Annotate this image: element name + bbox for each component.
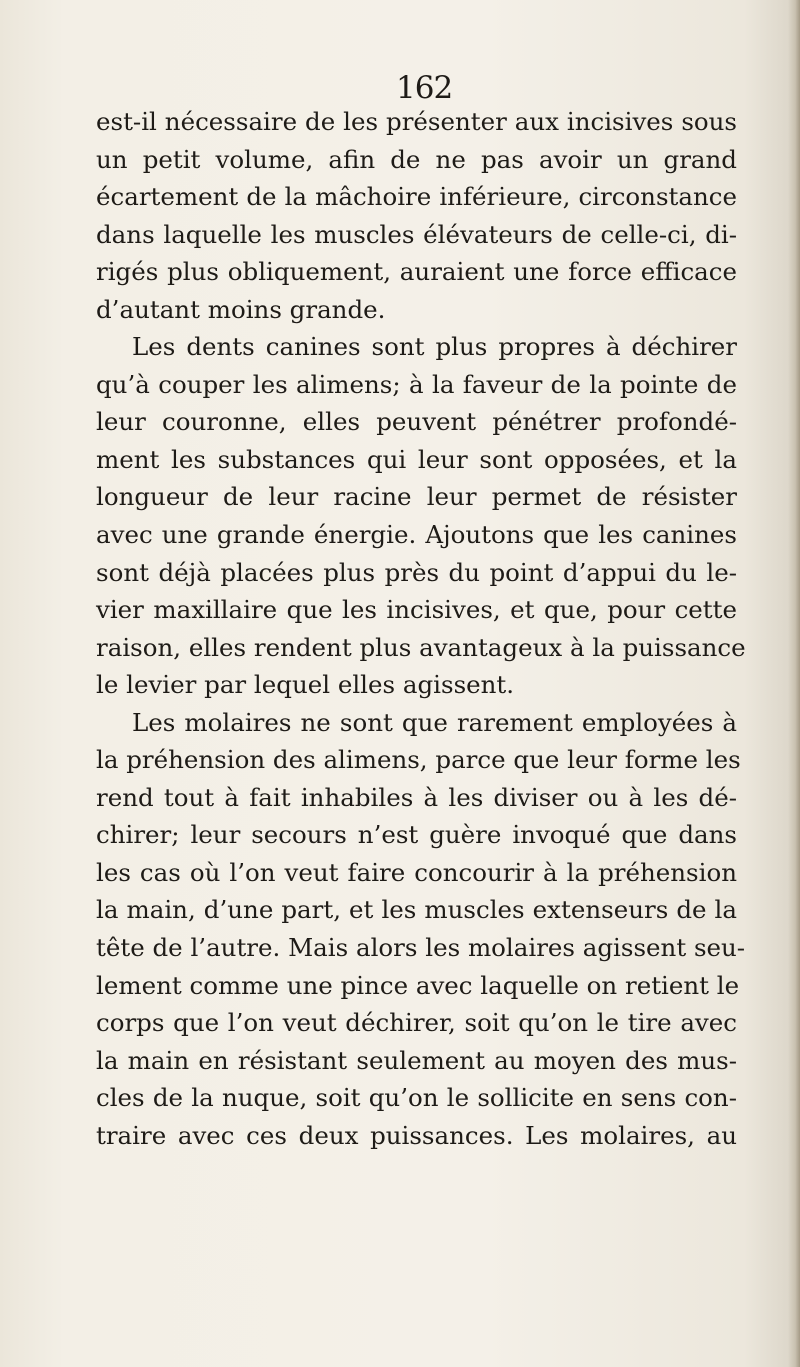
text-line: les cas où l’on veut faire concourir à la préhension [96,857,737,887]
page-number: 162 [396,70,453,106]
text-line: rend tout à fait inhabiles à les diviser ou à les dé- [96,782,737,812]
text-line: sont déjà placées plus près du point d’appui du le- [96,557,737,587]
text-line: leur couronne, elles peuvent pénétrer profondé- [96,407,737,437]
text-line: d’autant moins grande. [96,294,386,324]
text-line: lement comme une pince avec laquelle on retient le [96,970,740,1000]
text-line: un petit volume, afin de ne pas avoir un grand [96,144,737,174]
text-line: dans laquelle les muscles élévateurs de celle-ci, di- [96,219,737,249]
text-line: le levier par lequel elles agissent. [96,670,515,700]
body-text [96,103,746,1154]
text-line: qu’à couper les alimens; à la faveur de la pointe de [96,369,737,399]
text-line: Les dents canines sont plus propres à déchirer [132,332,737,362]
text-line: ment les substances qui leur sont opposées, et la [96,444,737,474]
text-line: raison, elles rendent plus avantageux à la puissance [96,632,746,662]
text-line: longueur de leur racine leur permet de résister [96,482,737,512]
text-line: la main en résistant seulement au moyen des mus- [96,1045,737,1075]
text-line: la main, d’une part, et les muscles extenseurs de la [96,895,737,925]
text-line: est-il nécessaire de les présenter aux incisives sous [96,107,737,136]
text-line: avec une grande énergie. Ajoutons que les canines [96,520,737,550]
text-line: rigés plus obliquement, auraient une force efficace [96,257,737,287]
text-line: Les molaires ne sont que rarement employées à [132,707,737,737]
text-line: cles de la nuque, soit qu’on le sollicite en sens con- [96,1083,737,1113]
text-line: la préhension des alimens, parce que leur forme les [96,745,741,775]
text-line: traire avec ces deux puissances. Les molaires, au [96,1120,737,1150]
text-line: chirer; leur secours n’est guère invoqué que dans [96,820,737,850]
text-line: écartement de la mâchoire inférieure, circonstance [96,182,737,212]
page-edge-shadow [788,0,800,1367]
text-line: tête de l’autre. Mais alors les molaires agissent seu- [96,933,746,963]
text-line: corps que l’on veut déchirer, soit qu’on le tire avec [96,1008,737,1038]
text-line: vier maxillaire que les incisives, et que, pour cette [96,595,737,625]
